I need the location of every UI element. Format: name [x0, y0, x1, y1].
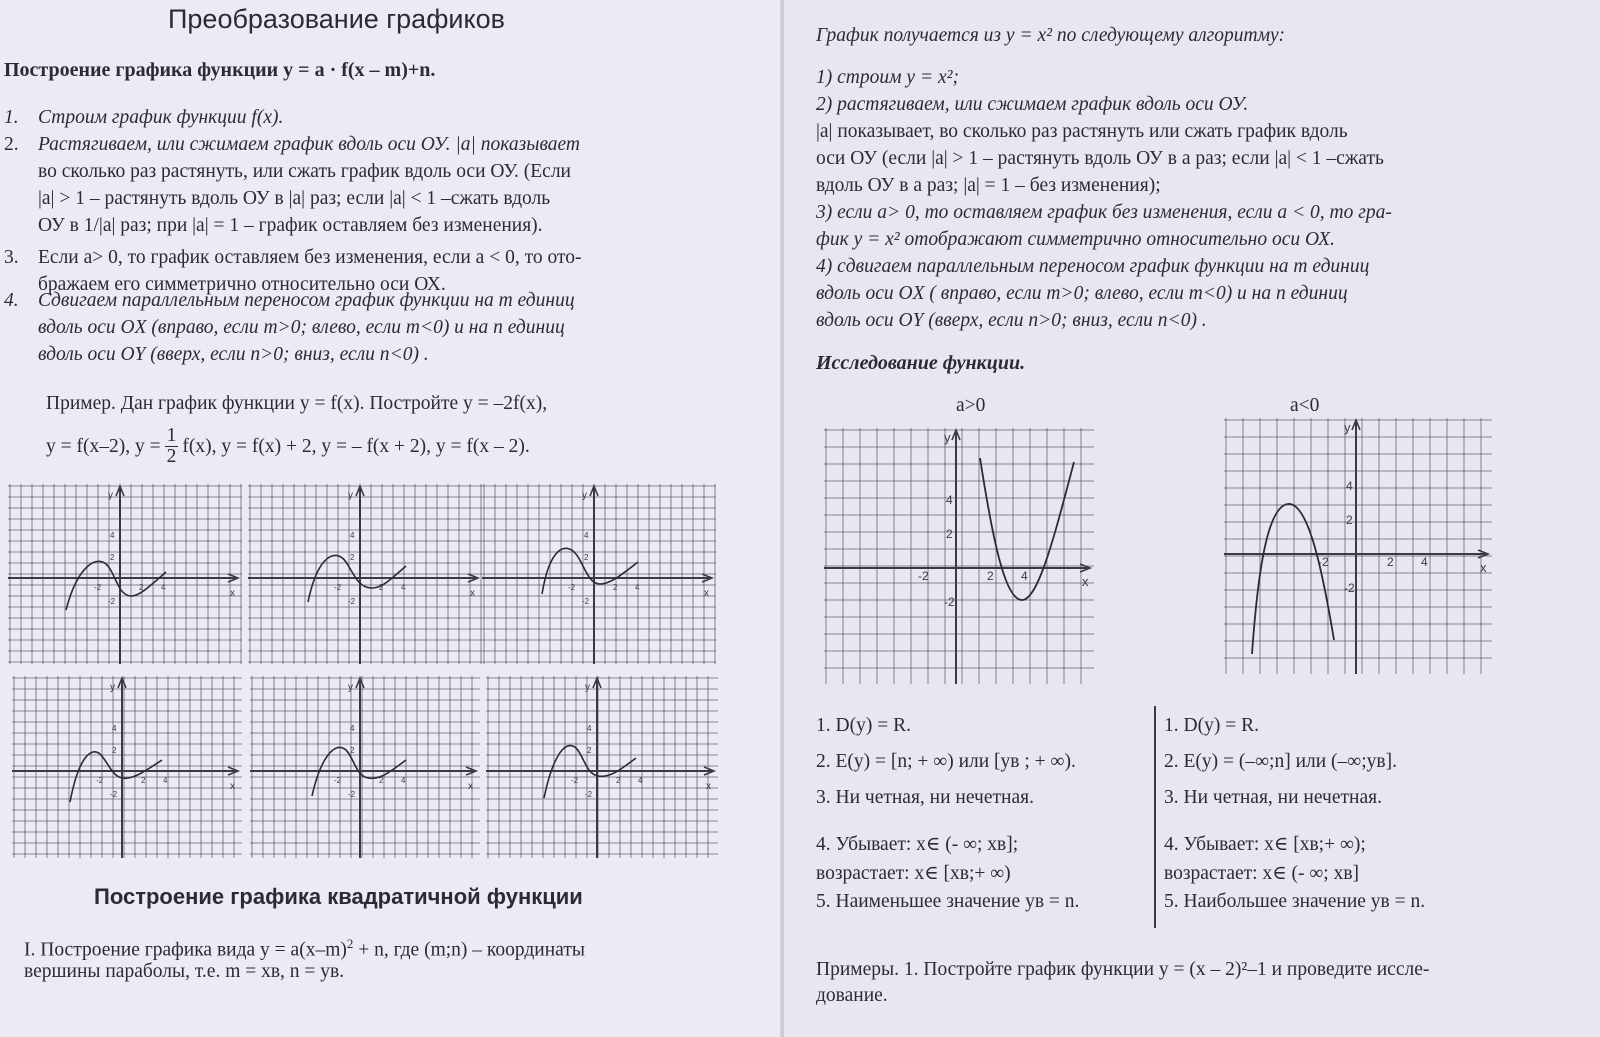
tick-label-y4: 4	[584, 531, 589, 540]
x-label: x	[468, 781, 473, 792]
grid	[486, 676, 718, 858]
examples-line-1: Примеры. 1. Постройте график функции y = (x – 2)²–1 и проведите иссле-	[816, 959, 1430, 980]
quadratic-line-2: вершины параболы, т.е. m = xв, n = yв.	[24, 961, 345, 982]
graph-1	[8, 484, 242, 664]
properties-a-positive: 1. D(y) = R. 2. E(y) = [n; + ∞) или [yв ; + ∞). 3. Ни четная, ни нечетная. 4. Убывает: x∈ (- ∞; xв]; возрастает: x∈ [xв;+ ∞) 5. Наименьшее значение yв = n.	[816, 715, 1080, 912]
tick-label-y2: 2	[587, 746, 592, 755]
case-a-negative: a<0	[1290, 395, 1320, 416]
tick-label-2: 2	[379, 583, 384, 592]
tick-label-2: 2	[613, 583, 618, 592]
tick-label-y4: 4	[587, 724, 592, 733]
x-label: x	[230, 588, 235, 599]
page-title: Преобразование графиков	[168, 4, 505, 34]
tick-label-4: 4	[161, 583, 166, 592]
tick-label-4: 4	[401, 776, 406, 785]
curve	[542, 548, 638, 594]
column-divider	[1154, 706, 1156, 928]
tick-label-2: 2	[616, 776, 621, 785]
parabola-down-graph	[1224, 418, 1492, 674]
tick-label-4: 4	[1421, 555, 1428, 569]
x-label: x	[1082, 574, 1089, 589]
tick-label-neg2: -2	[568, 583, 576, 592]
parabola-down	[1252, 504, 1334, 654]
x-label: x	[470, 588, 475, 599]
tick-label-yneg2: -2	[585, 790, 593, 799]
algorithm-intro: График получается из y = x² по следующему алгоритму:	[816, 25, 1285, 46]
quadratic-line-1: I. Построение графика вида $y = a(x-m)^2 + n$, где (m;n) – координаты	[24, 936, 585, 961]
tick-label-y4: 4	[350, 531, 355, 540]
example-line-2: y = f(x–2), y = $\frac{1}{2}$ f(x), y = f(x) + 2, y = – f(x + 2), y = f(x – 2).	[46, 425, 530, 467]
tick-label-4: 4	[163, 776, 168, 785]
tick-label-2: 2	[139, 583, 144, 592]
case-a-positive: a>0	[956, 395, 986, 416]
grid	[8, 484, 242, 664]
step-1: 1. Строим график функции f(x).	[4, 107, 284, 128]
tick-label-y2: 2	[584, 553, 589, 562]
step-4: 4. Сдвигаем параллельным переносом график функции на m единиц вдоль оси OX (вправо, если m>0; влево, если m<0) и на n единиц вдоль оси OY (вверх, если n>0; вниз, если n<0) .	[4, 290, 575, 365]
tick-label-4: 4	[401, 583, 406, 592]
tick-label-y2: 2	[350, 746, 355, 755]
tick-label-y4: 4	[112, 724, 117, 733]
tick-label-yneg2: -2	[348, 790, 356, 799]
tick-label-yneg2: -2	[110, 790, 118, 799]
tick-label-neg2: -2	[1318, 555, 1329, 569]
graph-5	[250, 676, 480, 858]
algorithm-list: 1) строим y = x²; 2) растягиваем, или сжимаем график вдоль оси ОУ. |a| показывает, во сколько раз растянуть или сжать график вдоль оси ОУ (если |a| > 1 – растянуть вдоль ОУ в a раз; если |a| < 1 –сжать вдоль ОУ в a раз; |a| = 1 – без изменения); 3) если a> 0, то оставляем график без изменения, если a < 0, то гра- фик y = x² отображают симметрично относительно оси ОХ. 4) сдвигаем параллельным переносом график функции на m единиц вдоль оси OX ( вправо, если m>0; влево, если m<0) и на n единиц вдоль оси OY (вверх, если n>0; вниз, если n<0) .	[816, 67, 1392, 331]
tick-label-neg2: -2	[96, 776, 104, 785]
y-label: y	[944, 430, 951, 445]
tick-label-yneg2: -2	[944, 595, 955, 609]
y-label: y	[582, 490, 587, 501]
x-label: x	[230, 781, 235, 792]
parabola-up-graph	[824, 428, 1094, 684]
grid	[250, 676, 480, 858]
graph-3	[482, 484, 716, 664]
y-label: y	[110, 682, 115, 693]
y-label: y	[108, 490, 113, 501]
tick-label-2: 2	[379, 776, 384, 785]
tick-label-y2: 2	[112, 746, 117, 755]
x-label: x	[1480, 560, 1487, 575]
left-page	[0, 0, 782, 1037]
tick-label-y4: 4	[946, 493, 953, 507]
example-line-1: Пример. Дан график функции y = f(x). Постройте y = –2f(x),	[46, 393, 548, 414]
tick-label-2: 2	[987, 569, 994, 583]
tick-label-y2: 2	[946, 527, 953, 541]
grid	[12, 676, 242, 858]
x-label: x	[706, 781, 711, 792]
tick-label-neg2: -2	[334, 583, 342, 592]
grid	[482, 484, 716, 664]
tick-label-yneg2: -2	[1344, 581, 1355, 595]
examples-line-2: дование.	[816, 985, 888, 1006]
tick-label-neg2: -2	[571, 776, 579, 785]
tick-label-y2: 2	[110, 553, 115, 562]
curve	[66, 561, 166, 610]
tick-label-neg2: -2	[334, 776, 342, 785]
y-label: y	[348, 490, 353, 501]
tick-label-2: 2	[141, 776, 146, 785]
tick-label-y2: 2	[1346, 513, 1353, 527]
tick-label-y4: 4	[1346, 479, 1353, 493]
tick-label-4: 4	[635, 583, 640, 592]
graph-6	[486, 676, 718, 858]
y-label: y	[348, 682, 353, 693]
tick-label-y4: 4	[350, 724, 355, 733]
y-label: y	[1344, 420, 1351, 435]
research-heading: Исследование функции.	[816, 352, 1026, 374]
tick-label-neg2: -2	[918, 569, 929, 583]
tick-label-4: 4	[638, 776, 643, 785]
fraction-one-half: $\frac{1}{2}$	[166, 425, 177, 467]
tick-label-yneg2: -2	[582, 597, 590, 606]
step-2: 2. Растягиваем, или сжимаем график вдоль оси ОУ. |a| показывает во сколько раз растянуть, или сжать график вдоль оси ОУ. (Если |a| > 1 – растянуть вдоль ОУ в |a| раз; если |a| < 1 –сжать вдоль ОУ в 1/|a| раз; при |a| = 1 – график оставляем без изменения).	[4, 134, 581, 236]
x-label: x	[704, 588, 709, 599]
graph-2	[248, 484, 482, 664]
tick-label-neg2: -2	[94, 583, 102, 592]
graph-4	[12, 676, 242, 858]
tick-label-yneg2: -2	[348, 597, 356, 606]
grid	[824, 428, 1094, 684]
step-3: 3. Если a> 0, то график оставляем без изменения, если a < 0, то ото- бражаем его симметрично относительно оси ОХ.	[4, 247, 582, 295]
tick-label-4: 4	[1021, 569, 1028, 583]
right-page	[784, 0, 1600, 1037]
tick-label-y4: 4	[110, 531, 115, 540]
tick-label-y2: 2	[350, 553, 355, 562]
tick-label-2: 2	[1387, 555, 1394, 569]
section-heading: Построение графика функции y = a · f(x – m)+n.	[4, 59, 436, 81]
y-label: y	[585, 682, 590, 693]
quadratic-heading: Построение графика квадратичной функции	[94, 884, 583, 909]
grid	[248, 484, 482, 664]
properties-a-negative: 1. D(y) = R. 2. E(y) = (–∞;n] или (–∞;yв]. 3. Ни четная, ни нечетная. 4. Убывает: x∈ [xв;+ ∞); возрастает: x∈ (- ∞; xв] 5. Наибольшее значение yв = n.	[1164, 715, 1426, 912]
tick-label-yneg2: -2	[108, 597, 116, 606]
